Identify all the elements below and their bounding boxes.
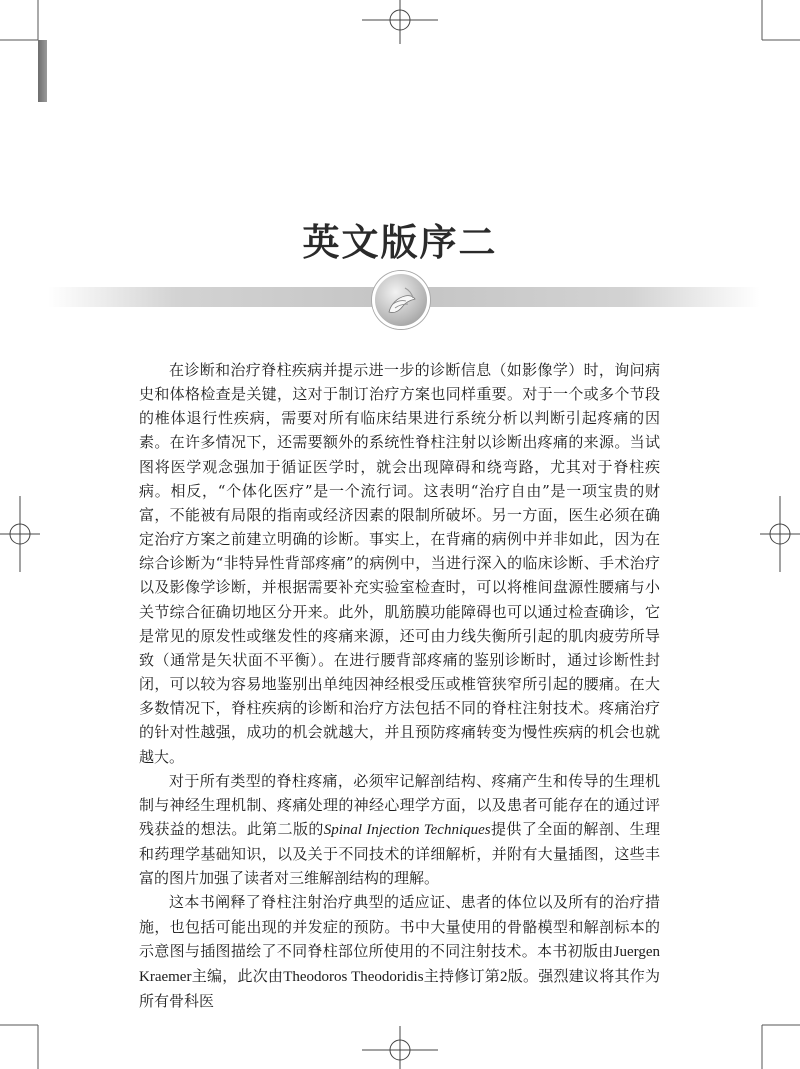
- chapter-side-tab: [38, 40, 47, 102]
- body-paragraph: [139, 358, 660, 769]
- paragraph-text-run: 在诊断和治疗脊柱疾病并提示进一步的诊断信息（如影像学）时，询问病史和体格检查是关键，这对于制订治疗方案也同样重要。对于一个或多个节段的椎体退行性疾病，需要对所有临床结果进行系统分析以判断引起疼痛的因素。在许多情况下，还需要额外的系统性脊柱注射以诊断出疼痛的来源。当试图将医学观念强加于循证医学时，就会出现障碍和绕弯路，尤其对于脊柱疾病。相反，“个体化医疗”是一个流行词。这表明“治疗自由”是一项宝贵的财富，不能被有局限的指南或经济因素的限制所破坏。另一方面，医生必须在确定治疗方案之前建立明确的诊断。事实上，在背痛的病例中并非如此，因为在综合诊断为“非特异性背部疼痛”的病例中，当进行深入的临床诊断、手术治疗以及影像学诊断，并根据需要补充实验室检查时，可以将椎间盘源性腰痛与小关节综合征确切地区分开来。此外，肌筋膜功能障碍也可以通过检查确诊，它是常见的原发性或继发性的疼痛来源，还可由力线失衡所引起的肌肉疲劳所导致（通常是矢状面不平衡）。在进行腰背部疼痛的鉴别诊断时，通过诊断性封闭，可以较为容易地鉴别出单纯因神经根受压或椎管狭窄所引起的腰痛。在大多数情况下，脊柱疾病的诊断和治疗方法包括不同的脊柱注射技术。疼痛治疗的针对性越强，成功的机会就越大，并且预防疼痛转变为慢性疾病的机会也就越大。: [139, 361, 660, 766]
- preface-body: [139, 358, 660, 1013]
- paragraph-text-run: 主编，此次由: [191, 966, 284, 985]
- paragraph-text-run: Juergen Kraemer: [139, 943, 660, 985]
- paragraph-text-run: 提供了全面的解剖、生理和药理学基础知识，以及关于不同技术的详细解析，并附有大量插图，这些丰富的图片加强了读者对三维解剖结构的理解。: [139, 819, 660, 888]
- registration-target-top: [362, 0, 438, 44]
- body-paragraph: [139, 769, 660, 891]
- paragraph-text-run: 版。强烈建议将其作为所有骨科医: [139, 966, 660, 1011]
- registration-target-left: [0, 496, 40, 572]
- paragraph-text-run: 2: [500, 968, 508, 985]
- page-title: 英文版序二: [302, 220, 498, 264]
- registration-target-bottom: [362, 1026, 438, 1069]
- hands-emblem-icon: [372, 271, 430, 329]
- paragraph-text-run: 这本书阐释了脊柱注射治疗典型的适应证、患者的体位以及所有的治疗措施，也包括可能出现的并发症的预防。书中大量使用的骨骼模型和解剖标本的示意图与插图描绘了不同脊柱部位所使用的不同注射技术。本书初版由: [139, 893, 660, 960]
- body-paragraph: [139, 890, 660, 1013]
- paragraph-text-run: 对于所有类型的脊柱疼痛，必须牢记解剖结构、疼痛产生和传导的生理机制与神经生理机制、疼痛处理的神经心理学方面，以及患者可能存在的通过评残获益的想法。此第二版的: [139, 771, 660, 838]
- paragraph-text-run: Theodoros Theodoridis: [283, 968, 424, 985]
- paragraph-text-run: 主持修订第: [423, 966, 501, 985]
- registration-target-right: [760, 496, 800, 572]
- paragraph-text-run: Spinal Injection Techniques: [323, 821, 491, 838]
